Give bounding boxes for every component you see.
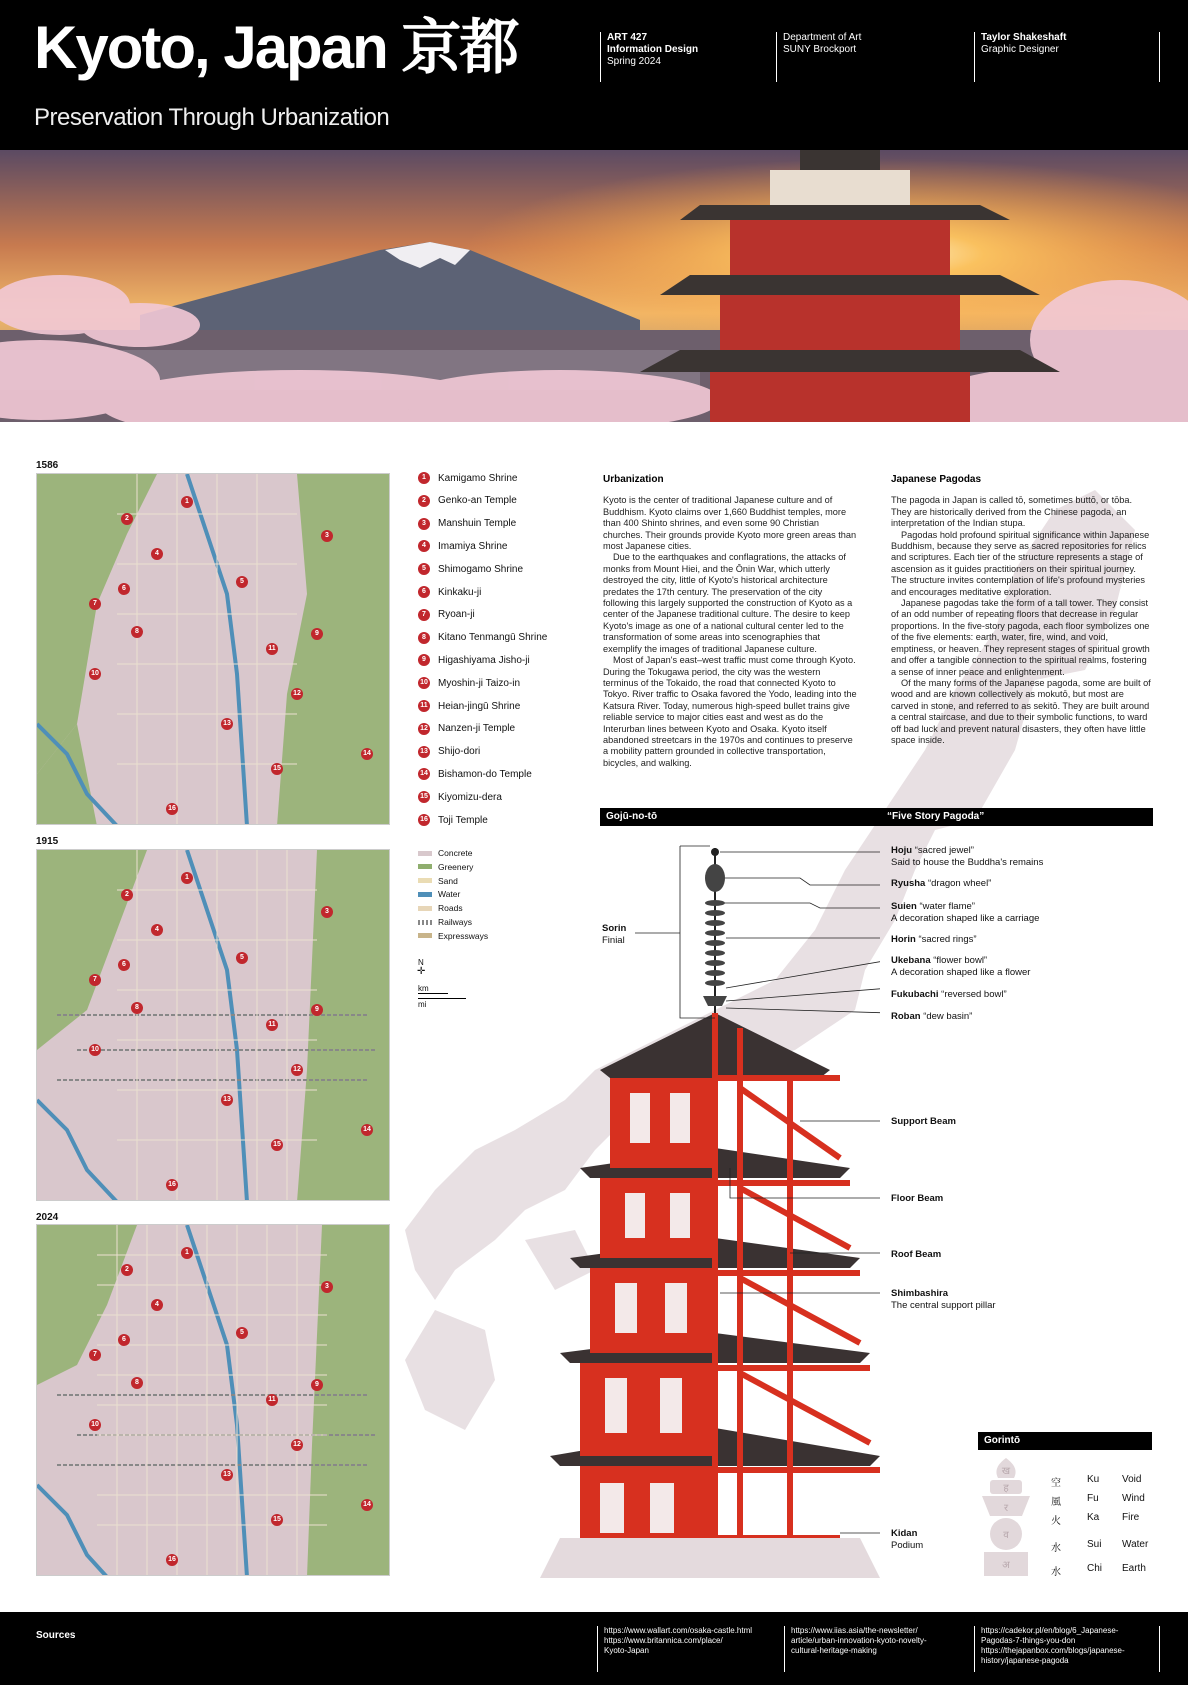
map-pin-icon: 11 xyxy=(266,1019,278,1031)
pagodas-paragraph-1: The pagoda in Japan is called tō, sometimes buttō, or tōba. They are historically derived from the Chinese pagoda, an interpretation of the Indian stupa. xyxy=(891,495,1133,529)
map-pin-icon: 10 xyxy=(89,1044,101,1056)
course-name: Information Design xyxy=(607,44,699,55)
gorinto-english: Wind xyxy=(1122,1493,1145,1504)
pagoda-annotation xyxy=(891,934,977,946)
course-term: Spring 2024 xyxy=(607,56,661,67)
annotation-translation: “dragon wheel” xyxy=(927,878,992,889)
landmark-pin-icon: 8 xyxy=(418,632,430,644)
landmark-label: Nanzen-ji Temple xyxy=(438,723,516,735)
map-pin-icon: 16 xyxy=(166,803,178,815)
map-pin-icon: 2 xyxy=(121,1264,133,1276)
pagoda-annotation xyxy=(891,878,991,890)
landmark-label: Myoshin-ji Taizo-in xyxy=(438,677,521,689)
landmark-pin-icon: 6 xyxy=(418,586,430,598)
course-info xyxy=(600,32,698,82)
map-key-label: Sand xyxy=(438,875,458,886)
map-pin-icon: 9 xyxy=(311,1004,323,1016)
landmark-pin-icon: 3 xyxy=(418,518,430,530)
map-pin-icon: 11 xyxy=(266,643,278,655)
landmark-label: Higashiyama Jisho-ji xyxy=(438,654,530,666)
gorinto-romaji: Chi xyxy=(1087,1563,1103,1574)
map-pin-icon: 9 xyxy=(311,628,323,640)
source-2c: cultural-heritage-making xyxy=(791,1646,877,1655)
gorinto-kanji: 風 xyxy=(1051,1497,1061,1508)
gorinto-english: Fire xyxy=(1122,1512,1140,1523)
landmark-label: Manshuin Temple xyxy=(438,518,517,530)
map-pin-icon: 12 xyxy=(291,1439,303,1451)
landmark-pin-icon: 13 xyxy=(418,746,430,758)
pagodas-paragraph-3: Japanese pagodas take the form of a tall tower. They consist of an odd number of repeating floors that decrease in regular proportions. In the five-story pagoda, each floor symbolizes one of the five elements: earth, water, fire, wind, and void, emptiness, or heaven. They represent stages of spiritual growth and offer a tangible connection to the spiritual realms, fostering a sense of inner peace and enlightenment. xyxy=(891,598,1150,677)
source-1c: Kyoto-Japan xyxy=(604,1646,649,1655)
map-year-1586: 1586 xyxy=(36,460,59,471)
sources-col-3 xyxy=(974,1626,1160,1672)
annotation-name: Ryusha xyxy=(891,878,926,889)
map-pin-icon: 8 xyxy=(131,1377,143,1389)
map-pin-icon: 9 xyxy=(311,1379,323,1391)
landmark-pin-icon: 11 xyxy=(418,700,430,712)
source-2a: https://www.iias.asia/the-newsletter/ xyxy=(791,1626,918,1635)
landmark-pin-icon: 2 xyxy=(418,495,430,507)
gorinto-english: Void xyxy=(1122,1474,1142,1485)
pagoda-annotation xyxy=(891,1116,956,1128)
map-pin-icon: 8 xyxy=(131,1002,143,1014)
landmark-label: Shijo-dori xyxy=(438,746,481,758)
gorinto-glyph-3: र xyxy=(1003,1503,1009,1514)
landmark-label: Toji Temple xyxy=(438,814,488,826)
map-pin-icon: 4 xyxy=(151,1299,163,1311)
gorinto-english: Water xyxy=(1122,1539,1149,1550)
map-key-label: Expressways xyxy=(438,930,489,941)
pagoda-annotation xyxy=(891,1528,923,1551)
map-pin-icon: 11 xyxy=(266,1394,278,1406)
author-info xyxy=(974,32,1160,82)
pagodas-paragraph-2: Pagodas hold profound spiritual significance within Japanese Buddhism, because they serve as sacred repositories for relics and scriptures. Each tier of the structure represents a stage of ascension as it guides practitioners on their spiritual journey. The structure invites contemplation of life's profound mysteries and encourages meditative exploration. xyxy=(891,529,1150,597)
gorinto-romaji: Sui xyxy=(1087,1539,1102,1550)
landmark-pin-icon: 9 xyxy=(418,654,430,666)
annotation-translation: “dew basin” xyxy=(923,1011,973,1022)
course-code: ART 427 xyxy=(607,32,648,43)
five-story-label: “Five Story Pagoda” xyxy=(887,811,985,822)
annotation-name: Suien xyxy=(891,901,917,912)
map-pin-icon: 3 xyxy=(321,530,333,542)
landmark-label: Kamigamo Shrine xyxy=(438,472,518,484)
pagoda-annotation xyxy=(891,1193,943,1205)
map-pin-icon: 4 xyxy=(151,548,163,560)
source-1a: https://www.wallart.com/osaka-castle.html xyxy=(604,1626,753,1635)
pagodas-heading: Japanese Pagodas xyxy=(891,474,982,485)
map-pin-icon: 14 xyxy=(361,1499,373,1511)
landmark-pin-icon: 10 xyxy=(418,677,430,689)
annotation-name: Horin xyxy=(891,934,916,945)
urbanization-paragraph-2: Due to the earthquakes and conflagrations, the attacks of monks from Mount Hiei, and the Ōnin War, which utterly destroyed the city, little of Kyoto's historical architecture predates the 17th century. The preservation of the city following this largely supported the construction of Kyoto as a center of the Japanese traditional culture. The desire to keep Kyoto's image as one of a national cultural center led to the transformation of some areas into scenographies that exemplify the images of traditional Japanese culture. xyxy=(603,552,853,654)
map-1915 xyxy=(36,849,390,1201)
pagoda-annotation xyxy=(891,1288,996,1311)
pagodas-article xyxy=(891,474,1151,746)
gorinto-glyph-1: ख xyxy=(1001,1466,1011,1477)
gorinto-glyph-2: ह xyxy=(1003,1483,1009,1494)
annotation-note: Said to house the Buddha's remains xyxy=(891,856,1044,868)
annotation-note: A decoration shaped like a flower xyxy=(891,966,1031,978)
map-pin-icon: 15 xyxy=(271,1514,283,1526)
map-key-label: Water xyxy=(438,889,461,900)
landmark-pin-icon: 5 xyxy=(418,563,430,575)
scale-mi: mi xyxy=(418,998,466,1009)
annotation-name: Floor Beam xyxy=(891,1193,944,1204)
gorinto-stupa-illustration xyxy=(978,1458,1034,1578)
source-3d: history/japanese-pagoda xyxy=(981,1656,1069,1665)
sorin-desc: Finial xyxy=(602,934,625,946)
hero-photo xyxy=(0,150,1188,422)
annotation-translation: “sacred rings” xyxy=(918,934,977,945)
pagoda-annotation xyxy=(891,845,1043,868)
landmark-pin-icon: 1 xyxy=(418,472,430,484)
sources-label: Sources xyxy=(36,1630,76,1641)
annotation-translation: “reversed bowl” xyxy=(941,989,1007,1000)
annotation-name: Roban xyxy=(891,1011,921,1022)
annotation-note: Podium xyxy=(891,1539,924,1551)
landmark-label: Genko-an Temple xyxy=(438,495,517,507)
map-pin-icon: 2 xyxy=(121,889,133,901)
landmark-label: Kitano Tenmangū Shrine xyxy=(438,632,548,644)
gorinto-glyph-4: व xyxy=(1003,1530,1009,1541)
urbanization-paragraph-1: Kyoto is the center of traditional Japanese culture and of Buddhism. Kyoto claims over 1,660 Buddhist temples, more than 400 Shinto shrines, and even some 90 Christian churches. Their grounds provide Kyoto more green areas than most Japanese cities. xyxy=(603,495,857,552)
sorin-label xyxy=(602,923,626,946)
author-name: Taylor Shakeshaft xyxy=(981,32,1067,43)
map-pin-icon: 12 xyxy=(291,688,303,700)
landmark-label: Heian-jingū Shrine xyxy=(438,700,521,712)
gorinto-romaji: Ka xyxy=(1087,1512,1100,1523)
map-pin-icon: 16 xyxy=(166,1554,178,1566)
pagoda-diagram xyxy=(540,838,880,1598)
map-pin-icon: 7 xyxy=(89,974,101,986)
map-pin-icon: 6 xyxy=(118,959,130,971)
source-3c: https://thejapanbox.com/blogs/japanese- xyxy=(981,1646,1125,1655)
page-title: Kyoto, Japan 京都 xyxy=(34,14,518,81)
sorin-name: Sorin xyxy=(602,923,627,934)
landmark-pin-icon: 12 xyxy=(418,723,430,735)
pagoda-annotation xyxy=(891,1011,972,1023)
map-pin-icon: 5 xyxy=(236,576,248,588)
map-pin-icon: 13 xyxy=(221,718,233,730)
map-key-label: Roads xyxy=(438,903,463,914)
department-school: SUNY Brockport xyxy=(783,44,857,55)
map-year-2024: 2024 xyxy=(36,1212,59,1223)
scale-km: km xyxy=(418,984,448,994)
gorinto-kanji: 火 xyxy=(1051,1516,1061,1527)
map-pin-icon: 10 xyxy=(89,668,101,680)
department-info xyxy=(776,32,861,82)
map-pin-icon: 13 xyxy=(221,1469,233,1481)
map-pin-icon: 7 xyxy=(89,1349,101,1361)
map-pin-icon: 14 xyxy=(361,1124,373,1136)
landmark-label: Kinkaku-ji xyxy=(438,586,482,598)
pagoda-annotation xyxy=(891,1249,941,1261)
landmark-label: Imamiya Shrine xyxy=(438,540,508,552)
annotation-translation: “water flame” xyxy=(919,901,975,912)
map-pin-icon: 2 xyxy=(121,513,133,525)
department-name: Department of Art xyxy=(783,32,862,43)
landmark-label: Kiyomizu-dera xyxy=(438,791,502,803)
map-pin-icon: 1 xyxy=(181,496,193,508)
map-year-1915: 1915 xyxy=(36,836,59,847)
pagoda-annotation xyxy=(891,955,1030,978)
pagoda-annotation xyxy=(891,901,1039,924)
annotation-translation: “flower bowl” xyxy=(933,955,988,966)
landmark-pin-icon: 7 xyxy=(418,609,430,621)
compass-icon: ✛ xyxy=(417,966,426,977)
pagoda-diagram-bar xyxy=(600,808,1153,826)
annotation-name: Roof Beam xyxy=(891,1249,942,1260)
map-pin-icon: 13 xyxy=(221,1094,233,1106)
gorinto-bar xyxy=(978,1432,1152,1450)
gorinto-romaji: Ku xyxy=(1087,1474,1100,1485)
annotation-name: Fukubachi xyxy=(891,989,939,1000)
map-pin-icon: 1 xyxy=(181,872,193,884)
gorinto-glyph-5: अ xyxy=(1002,1560,1010,1571)
map-pin-icon: 5 xyxy=(236,952,248,964)
map-pin-icon: 3 xyxy=(321,906,333,918)
urbanization-article xyxy=(603,474,857,769)
pagodas-paragraph-4: Of the many forms of the Japanese pagoda, some are built of wood and are known collectively as mokutō, but most are carved in stone, and referred to as sekitō. They are built around a central staircase, and due to their symbolic functions, to ward off bad luck and prevent natural disasters, they often have little space inside. xyxy=(891,677,1151,745)
source-1b: https://www.britannica.com/place/ xyxy=(604,1636,723,1645)
map-key-label: Concrete xyxy=(438,848,473,858)
urbanization-heading: Urbanization xyxy=(603,474,664,485)
map-2024 xyxy=(36,1224,390,1576)
gorinto-kanji: 水 xyxy=(1051,1567,1061,1578)
landmark-label: Shimogamo Shrine xyxy=(438,563,524,575)
gorinto-heading: Gorintō xyxy=(984,1435,1021,1446)
map-pin-icon: 4 xyxy=(151,924,163,936)
map-pin-icon: 7 xyxy=(89,598,101,610)
map-pin-icon: 6 xyxy=(118,583,130,595)
annotation-name: Support Beam xyxy=(891,1116,956,1127)
map-1586 xyxy=(36,473,390,825)
gojunoto-label: Gojū-no-tō xyxy=(606,811,658,822)
sources-col-1 xyxy=(597,1626,752,1672)
gorinto-romaji: Fu xyxy=(1087,1493,1099,1504)
pagoda-annotation xyxy=(891,989,1007,1001)
source-2b: article/urban-innovation-kyoto-novelty- xyxy=(791,1636,927,1645)
annotation-name: Hoju xyxy=(891,845,913,856)
header xyxy=(0,0,1188,150)
page-subtitle: Preservation Through Urbanization xyxy=(34,104,390,131)
map-key-label: Greenery xyxy=(438,861,474,872)
north-label: N xyxy=(418,958,424,967)
annotation-name: Shimbashira xyxy=(891,1288,949,1299)
annotation-name: Ukebana xyxy=(891,955,931,966)
annotation-note: A decoration shaped like a carriage xyxy=(891,912,1040,924)
map-pin-icon: 10 xyxy=(89,1419,101,1431)
map-pin-icon: 14 xyxy=(361,748,373,760)
author-role: Graphic Designer xyxy=(981,44,1059,55)
map-pin-icon: 8 xyxy=(131,626,143,638)
landmark-pin-icon: 16 xyxy=(418,814,430,826)
landmark-pin-icon: 15 xyxy=(418,791,430,803)
map-pin-icon: 15 xyxy=(271,763,283,775)
map-pin-icon: 16 xyxy=(166,1179,178,1191)
sources-col-2 xyxy=(784,1626,927,1672)
landmark-pin-icon: 14 xyxy=(418,768,430,780)
source-3b: Pagodas-7-things-you-don xyxy=(981,1636,1076,1645)
map-key-label: Railways xyxy=(438,917,473,927)
annotation-name: Kidan xyxy=(891,1528,918,1539)
gorinto-kanji: 空 xyxy=(1051,1478,1061,1489)
map-pin-icon: 3 xyxy=(321,1281,333,1293)
map-pin-icon: 12 xyxy=(291,1064,303,1076)
map-pin-icon: 6 xyxy=(118,1334,130,1346)
urbanization-paragraph-3: Most of Japan's east–west traffic must come through Kyoto. During the Tokugawa period, the city was the western terminus of the Tokaido, the road that connected Kyoto to Tokyo. River traffic to Osaka favored the Yodo, leading into the Katsura River. Today, numerous high-speed bullet trains give reliable service to major cities east and west as do the Interurban lines between Kyoto and Osaka. Kyoto itself abandoned streetcars in the 1970s and continues to preserve a mobility pattern grounded in collective transportation, bicycles, and walking. xyxy=(603,655,857,768)
landmark-pin-icon: 4 xyxy=(418,540,430,552)
gorinto-kanji: 水 xyxy=(1051,1543,1061,1554)
landmark-label: Bishamon-do Temple xyxy=(438,768,532,780)
landmark-label: Ryoan-ji xyxy=(438,609,475,621)
annotation-note: The central support pillar xyxy=(891,1299,996,1311)
annotation-translation: “sacred jewel” xyxy=(914,845,974,856)
footer xyxy=(0,1612,1188,1685)
map-pin-icon: 5 xyxy=(236,1327,248,1339)
map-pin-icon: 15 xyxy=(271,1139,283,1151)
map-pin-icon: 1 xyxy=(181,1247,193,1259)
gorinto-english: Earth xyxy=(1122,1563,1146,1574)
source-3a: https://cadekor.pl/en/blog/6_Japanese- xyxy=(981,1626,1119,1635)
